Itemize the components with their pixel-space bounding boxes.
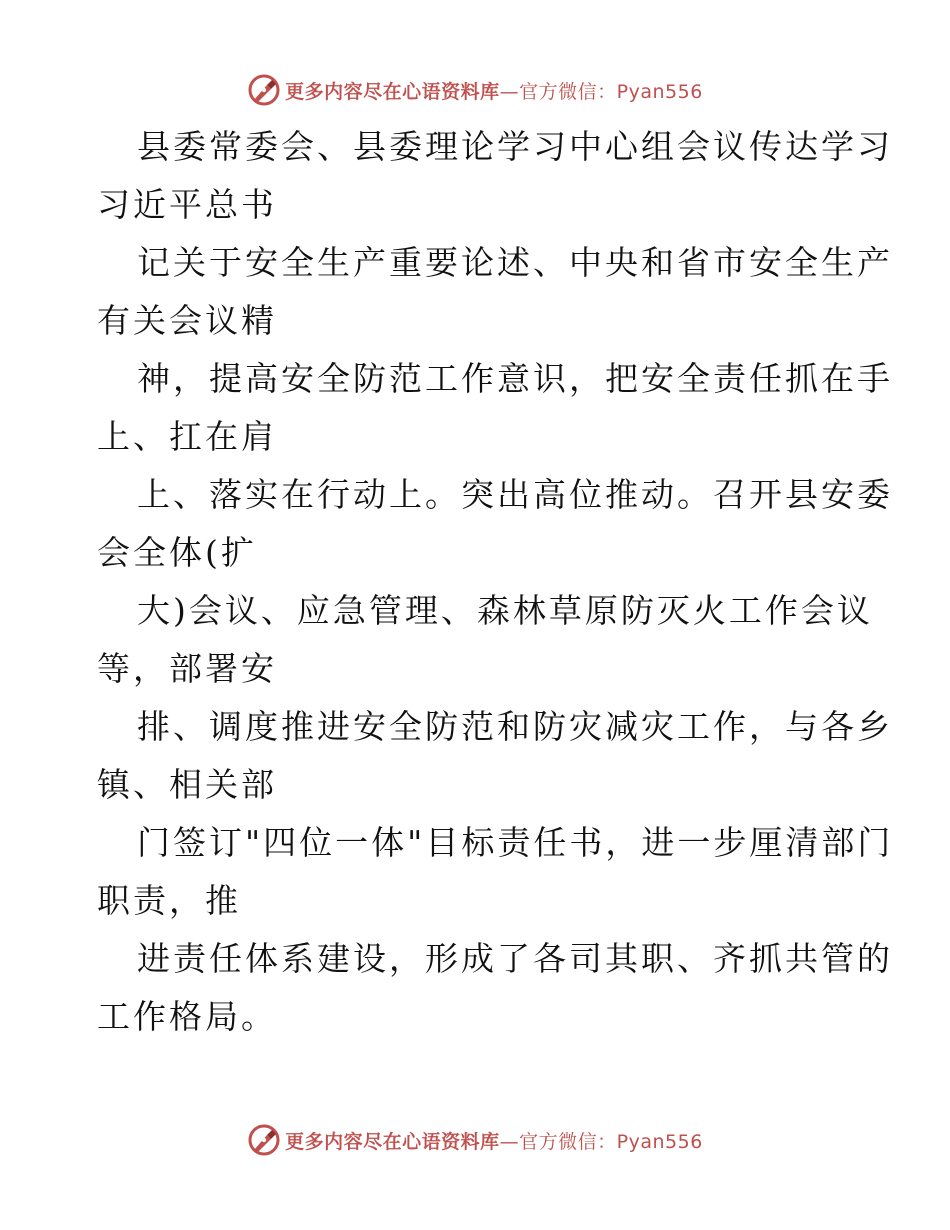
body-line: 门签订"四位一体"目标责任书，进一步厘清部门 (137, 823, 894, 862)
pen-in-circle-icon (247, 73, 281, 107)
pen-in-circle-icon (247, 1123, 281, 1157)
banner-prefix: 更多内容尽在心语资料库 (285, 1130, 500, 1153)
body-line: 职责，推 (97, 881, 241, 920)
body-line: 有关会议精 (97, 301, 277, 340)
body-line: 记关于安全生产重要论述、中央和省市安全生产 (137, 243, 893, 282)
header-banner (0, 70, 950, 110)
body-line: 等，部署安 (97, 649, 277, 688)
body-line: 会全体(扩 (97, 533, 257, 572)
body-line: 县委常委会、县委理论学习中心组会议传达学习 (137, 127, 893, 166)
document-body (97, 118, 894, 1046)
banner-text (285, 77, 703, 104)
body-line: 工作格局。 (97, 997, 277, 1036)
body-line: 习近平总书 (97, 185, 277, 224)
footer-banner (0, 1120, 950, 1160)
body-line: 排、调度推进安全防范和防灾减灾工作，与各乡 (137, 707, 893, 746)
body-line: 大)会议、应急管理、森林草原防灭火工作会议 (137, 591, 873, 630)
body-line: 上、扛在肩 (97, 417, 277, 456)
body-line: 神，提高安全防范工作意识，把安全责任抓在手 (137, 359, 893, 398)
body-line: 进责任体系建设，形成了各司其职、齐抓共管的 (137, 939, 893, 978)
banner-text (285, 1127, 703, 1154)
banner-prefix: 更多内容尽在心语资料库 (285, 80, 500, 103)
banner-suffix: —官方微信：Pyan556 (499, 1130, 703, 1153)
banner-suffix: —官方微信：Pyan556 (499, 80, 703, 103)
body-line: 镇、相关部 (97, 765, 277, 804)
body-line: 上、落实在行动上。突出高位推动。召开县安委 (137, 475, 893, 514)
